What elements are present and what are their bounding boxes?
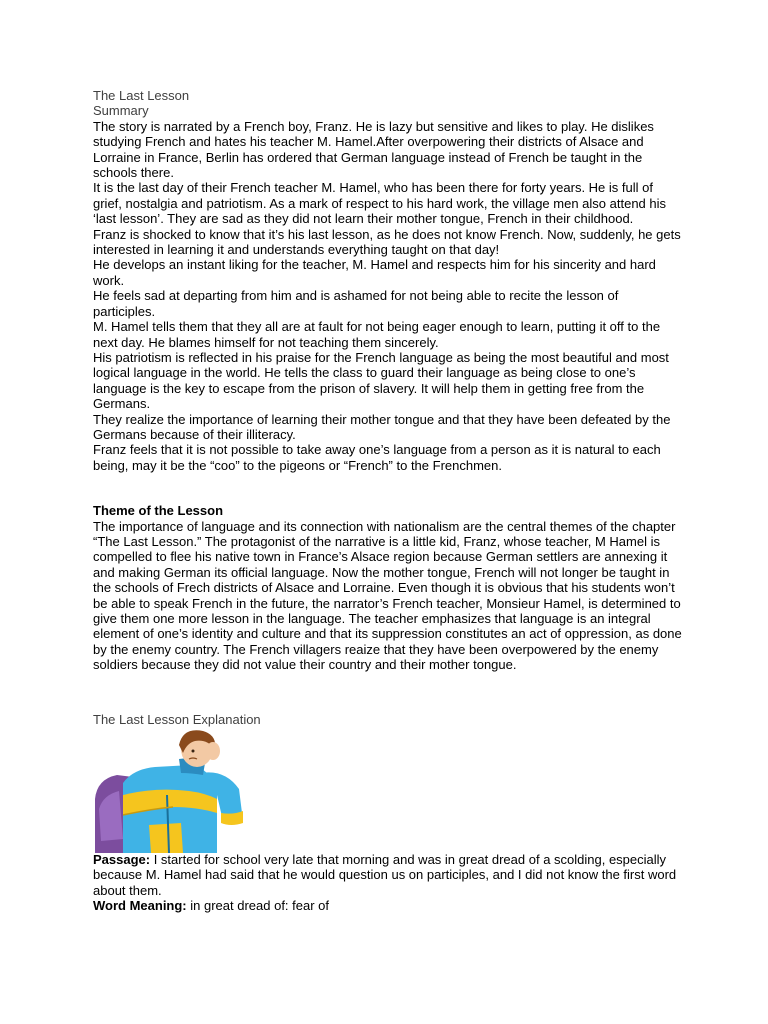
summary-paragraph: Franz is shocked to know that it’s his last lesson, as he does not know French. Now, suddenly, he gets interested in learning it and understands everything taught on that day!	[93, 226, 681, 258]
summary-section	[93, 88, 683, 473]
passage-text: I started for school very late that morning and was in great dread of a scolding, especially because M. Hamel had said that he would question us on participles, and I did not know the first word about them.	[93, 852, 677, 898]
summary-subtitle: Summary	[93, 103, 149, 119]
boy-illustration	[93, 729, 245, 853]
theme-heading: Theme of the Lesson	[93, 503, 224, 519]
explanation-heading: The Last Lesson Explanation	[93, 711, 261, 727]
passage-label: Passage:	[93, 852, 151, 868]
summary-paragraph: He feels sad at departing from him and is ashamed for not being able to recite the lesson of participles.	[93, 288, 619, 319]
word-meaning-text: in great dread of: fear of	[186, 898, 330, 914]
summary-paragraph: It is the last day of their French teacher M. Hamel, who has been there for forty years. He is full of grief, nostalgia and patriotism. As a mark of respect to his hard work, the village men also attend his ‘last lesson’. They are sad as they did not learn their mother tongue, French in their childhood.	[93, 180, 667, 227]
theme-body: The importance of language and its connection with nationalism are the central themes of the chapter “The Last Lesson.” The protagonist of the narrative is a little kid, Franz, whose teacher, M Hamel is compelled to flee his native town in France’s Alsace region because German settlers are annexing it and making German its official language. Now the mother tongue, French will not longer be taught in the schools of Frech districts of Alsace and Lorraine. Even though it is obvious that his students won’t be able to speak French in the future, the narrator’s French teacher, Monsieur Hamel, is determined to give them one more lesson in the language. The teacher emphasizes that language is an integral element of one’s identity and culture and that its suppression constitutes an act of oppression, as done by the enemy country. The French villagers reaize that they have been overpowered by the enemy soldiers because they did not value their country and their mother tongue.	[93, 518, 682, 673]
summary-paragraph: They realize the importance of learning their mother tongue and that they have been defeated by the Germans because of their illiteracy.	[93, 411, 671, 442]
summary-paragraph: Franz feels that it is not possible to take away one’s language from a person as it is natural to each being, may it be the “coo” to the pigeons or “French” to the Frenchmen.	[93, 442, 661, 473]
summary-paragraph: The story is narrated by a French boy, Franz. He is lazy but sensitive and likes to play. He dislikes studying French and hates his teacher M. Hamel.After overpowering their districts of Alsace and Lorraine in France, Berlin has ordered that German language instead of French be taught in the schools there.	[93, 118, 654, 181]
passage-block	[93, 852, 683, 914]
summary-paragraph: His patriotism is reflected in his praise for the French language as being the most beautiful and most logical language in the world. He tells the class to guard their language as being close to one’s language is the key to escape from the prison of slavery. It will help them in getting free from the Germans.	[93, 349, 669, 412]
word-meaning-paragraph	[93, 898, 683, 913]
explanation-section	[93, 712, 683, 914]
passage-paragraph	[93, 852, 683, 898]
document-title: The Last Lesson	[93, 88, 190, 103]
document-page	[93, 88, 683, 914]
word-meaning-label: Word Meaning:	[93, 898, 187, 914]
theme-section	[93, 503, 683, 672]
summary-paragraph: M. Hamel tells them that they all are at fault for not being eager enough to learn, putting it off to the next day. He blames himself for not teaching them sincerely.	[93, 319, 661, 350]
summary-paragraph: He develops an instant liking for the teacher, M. Hamel and respects him for his sincerity and hard work.	[93, 257, 656, 288]
